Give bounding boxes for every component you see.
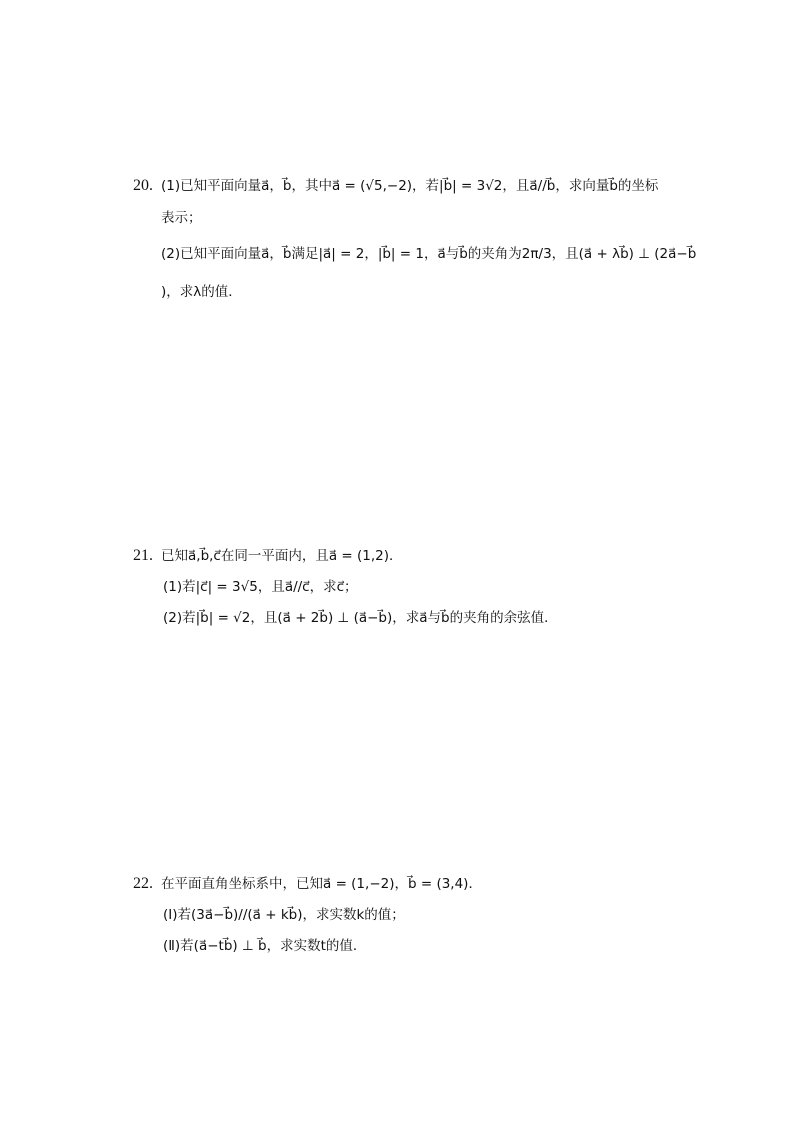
problem-number: 20. xyxy=(133,177,153,194)
problem-line: (Ⅱ)若(a⃗−tb⃗) ⊥ b⃗，求实数t的值． xyxy=(163,938,367,954)
problem-line: (2)已知平面向量a⃗，b⃗满足|a⃗| = 2，|b⃗| = 1，a⃗与b⃗的夹角为2π/3，且(a⃗ + λb⃗) ⊥ (2a⃗−b⃗ xyxy=(161,246,697,262)
problem-line: 表示； xyxy=(161,210,202,226)
problem-line: )，求λ的值． xyxy=(161,284,242,300)
problem-line: 在平面直角坐标系中，已知a⃗ = (1,−2)，b⃗ = (3,4)． xyxy=(161,876,482,892)
problem-line: 已知a⃗,b⃗,c⃗在同一平面内，且a⃗ = (1,2)． xyxy=(161,548,403,564)
problem-number: 21. xyxy=(133,547,153,564)
problem-line: (Ⅰ)若(3a⃗−b⃗)//(a⃗ + kb⃗)，求实数k的值； xyxy=(163,907,405,923)
problem-line: (1)若|c⃗| = 3√5，且a⃗//c⃗，求c⃗； xyxy=(163,579,358,595)
problem-line: (2)若|b⃗| = √2，且(a⃗ + 2b⃗) ⊥ (a⃗−b⃗)，求a⃗与b⃗的夹角的余弦值． xyxy=(163,610,558,626)
problem-number: 22. xyxy=(133,875,153,892)
problem-line: (1)已知平面向量a⃗，b⃗，其中a⃗ = (√5,−2)，若|b⃗| = 3√2，且a⃗//b⃗，求向量b⃗的坐标 xyxy=(161,178,659,194)
